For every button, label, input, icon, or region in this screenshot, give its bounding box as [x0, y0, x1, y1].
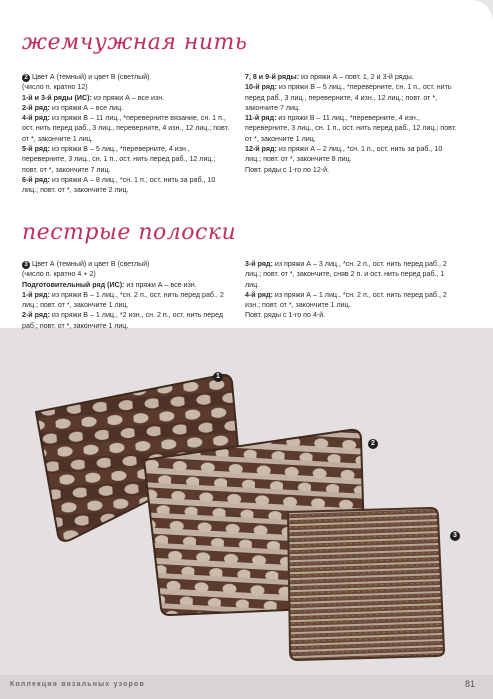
- instruction-row: 1-й ряд: из пряжи В – 1 лиц., *сн. 2 п., ост. нить перед раб., 2 лиц.; повт. от *, закончите 1 лиц.: [22, 290, 224, 310]
- callout-3: 3: [450, 531, 460, 541]
- instruction-row: 1-й и 3-й ряды (ИС): из пряжи А – все изн.: [22, 93, 165, 102]
- instruction-row: 4-й ряд: из пряжи В – 11 лиц., *переверните вязание, сн. 1 п., ост. нить перед раб., 3 лиц., переверните, 4 изн., 12 лиц.; повт. от *, закончите 1 лиц.: [22, 114, 230, 143]
- section-1-intro: 2 Цвет А (темный) и цвет В (светлый): [22, 72, 232, 82]
- swatch-3: [288, 508, 444, 660]
- section-2-number: 3: [22, 261, 30, 269]
- instruction-row: 3-й ряд: из пряжи А – 3 лиц., *сн. 2 п., ост. нить перед раб., 2 лиц.; повт. от *, закончите, сняв 2 п. и ост. нить перед раб., 1 лиц.: [245, 260, 447, 289]
- section-title-pearl-thread: жемчужная нить: [22, 30, 248, 55]
- instruction-row: Подготовительный ряд (ИС): из пряжи А – все изн.: [22, 280, 197, 289]
- instruction-row: Повт. ряды с 1-го по 12-й.: [245, 165, 330, 174]
- instruction-row: 11-й ряд: из пряжи В – 11 лиц., *переверните, 4 изн., переверните, 3 лиц., сн. 1 п., ост. нить перед раб., 12 лиц.; повт. от *, закончите 1 лиц.: [245, 114, 457, 143]
- page-number: 81: [464, 679, 475, 689]
- section-1-multiple: (число п. кратно 12): [22, 83, 88, 92]
- instruction-row: 2-й ряд: из пряжи А – все лиц.: [22, 103, 124, 112]
- instruction-row: Повт. ряды с 1-го по 4-й.: [245, 311, 326, 320]
- callout-1: 1: [213, 372, 223, 382]
- instruction-row: 12-й ряд: из пряжи А – 2 лиц., *сн. 1 п., ост. нить за раб., 10 лиц.; повт. от *, закончите 8 лиц.: [245, 145, 443, 164]
- instruction-row: 4-й ряд: из пряжи А – 1 лиц., *сн. 2 п., ост. нить перед раб., 2 изн.; повт. от *, закончите 1 лиц.: [245, 290, 447, 310]
- instruction-row: 7, 8 и 9-й ряды: из пряжи А – повт. 1, 2 и 3-й ряды.: [245, 73, 414, 81]
- instruction-row: 5-й ряд: из пряжи В – 5 лиц., *переверните, 4 изн., переверните, 3 лиц., сн. 1 п., ост. нить перед раб., 12 лиц.; повт. от *, закончите 7 лиц.: [22, 145, 216, 174]
- section-1-number: 2: [22, 74, 30, 82]
- instruction-row: 10-й ряд: из пряжи В – 5 лиц., *переверните, сн. 1 п., ост. нить перед раб., 3 лиц., переверните, 4 изн., 12 лиц.; повт. от *, закончите 7 лиц.: [245, 83, 452, 112]
- section-title-motley-stripes: пестрые полоски: [22, 220, 237, 245]
- callout-2: 2: [368, 439, 378, 449]
- section-2-multiple: (число п. кратно 4 + 2): [22, 270, 96, 279]
- instruction-row: 6-й ряд: из пряжи А – 8 лиц., *сн. 1 п., ост. нить за раб., 10 лиц.; повт. от *, закончите 2 лиц.: [22, 175, 216, 195]
- instruction-row: 2-й ряд: из пряжи В – 1 лиц., *2 изн., сн. 2 п., ост. нить перед раб.; повт. от *, закончите 1 лиц.: [22, 311, 224, 330]
- section-2-intro: 3 Цвет А (темный) и цвет В (светлый): [22, 259, 232, 269]
- footer: [0, 675, 493, 699]
- footer-title: Коллекция вязальных узоров: [10, 681, 146, 688]
